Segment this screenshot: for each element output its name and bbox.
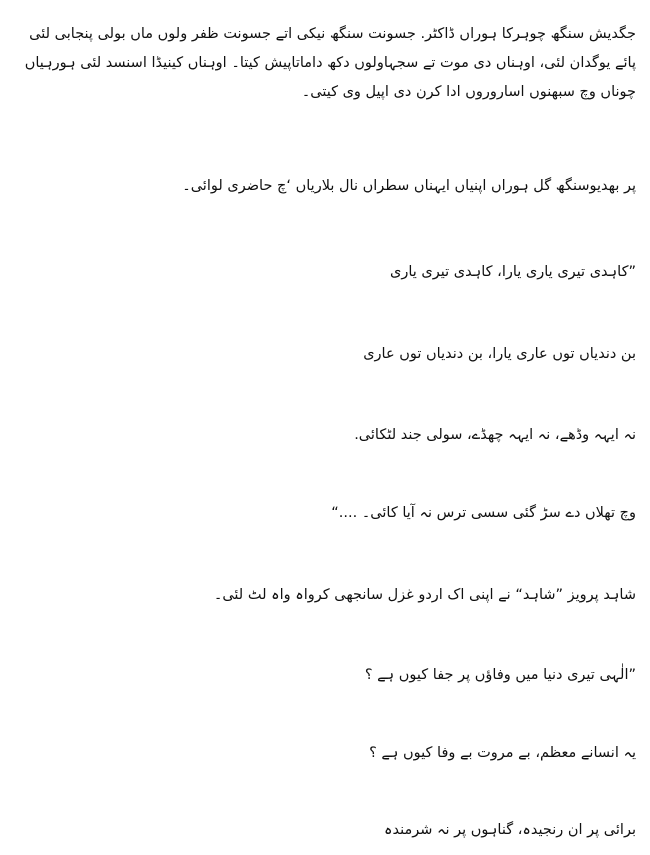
verse-line-5: ”الٰہی تیری دنیا میں وفاؤں پر جفا کیوں ہے ؟ (364, 667, 636, 683)
verse-line-1: ”کاہدی تیری یاری یارا، کاہدی تیری یاری (389, 264, 636, 280)
verse-line-3: نہ ایہہ وڈھے، نہ ایہہ چھڈے، سولی جند لٹکائی. (354, 427, 636, 443)
verse-line-4: وچ تھلاں دے سڑ گئی سسی ترس نہ آیا کائی۔ ....“ (331, 505, 636, 521)
paragraph-ghazal-intro: شاہد پرویز ”شاہد“ نے اپنی اک اردو غزل سانجھی کرواہ واہ لٹ لئی۔ (213, 587, 636, 603)
verse-line-7: برائی پر ان رنجیدہ، گناہوں پر نہ شرمندہ (383, 822, 636, 838)
paragraph-intro: جگدیش سنگھ چوہرکا ہوراں ڈاکٹر. جسونت سنگھ نیکی اتے جسونت ظفر ولوں ماں بولی پنجابی لئی پائے یوگدان لئی، اوہناں دی موت تے سجہاولوں دکھ داماتاپیش کیتا۔ اوہناں کینیڈا اسنسد لئی ہورہیاں چوناں وچ سبھنوں اساروروں ادا کرن دی اپیل وی کیتی۔ (24, 26, 636, 100)
verse-line-2: بن دندیاں توں عاری یارا، بن دندیاں توں عاری (363, 346, 636, 362)
paragraph-attendance: پر بھدیوسنگھ گل ہوراں اپنیاں ایہناں سطراں نال بلاریاں ‘چ حاضری لوائی۔ (182, 178, 636, 194)
verse-line-6: یہ انسانے معظم، بے مروت بے وفا کیوں ہے ؟ (369, 745, 636, 761)
